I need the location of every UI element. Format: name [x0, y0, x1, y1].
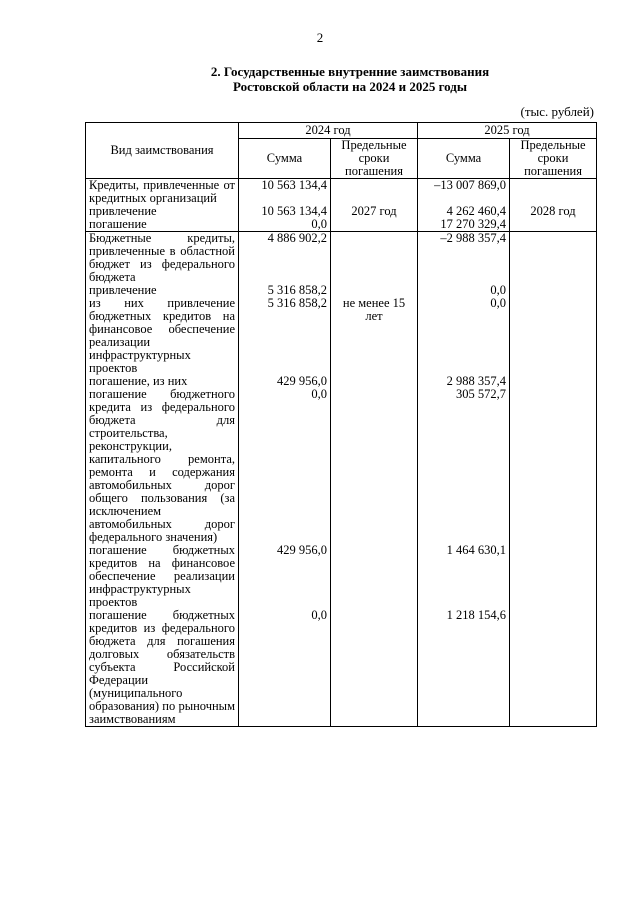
header-year-2025: 2025 год: [418, 123, 597, 139]
row-name: Бюджетные кредиты, привлеченные в областной бюджет из федерального бюджета: [86, 232, 239, 285]
term-2025-cell: [510, 609, 597, 727]
sum-2024-cell: 429 956,0: [239, 544, 331, 609]
header-sum-2025: Сумма: [418, 139, 510, 179]
sum-2024-cell: 4 886 902,2: [239, 232, 331, 285]
table-row: [86, 297, 597, 375]
sum-2025-cell: 305 572,7: [418, 388, 510, 544]
sum-2024-cell: 10 563 134,4: [239, 179, 331, 206]
term-2025-cell: [510, 232, 597, 285]
term-2025-cell: [510, 375, 597, 388]
term-2025-cell: [510, 297, 597, 375]
term-2025-cell: [510, 388, 597, 544]
term-2024-cell: не менее 15 лет: [331, 297, 418, 375]
sum-2025-cell: –2 988 357,4: [418, 232, 510, 285]
term-2024-cell: [331, 375, 418, 388]
header-sum-2024: Сумма: [239, 139, 331, 179]
term-2025-cell: [510, 179, 597, 206]
sum-2024-cell: 429 956,0: [239, 375, 331, 388]
table-row: [86, 205, 597, 218]
table-body: [86, 179, 597, 727]
header-kind: Вид заимствования: [86, 123, 239, 179]
table-row: [86, 544, 597, 609]
sum-2025-cell: 17 270 329,4: [418, 218, 510, 232]
row-name: из них привлечение бюджетных кредитов на финансовое обеспечение реализации инфраструктурных проектов: [86, 297, 239, 375]
term-2024-cell: [331, 218, 418, 232]
row-name: привлечение: [86, 284, 239, 297]
table-row: [86, 388, 597, 544]
term-2025-cell: [510, 218, 597, 232]
header-term-2025: Предельные сроки погашения: [510, 139, 597, 179]
table-row: [86, 232, 597, 285]
table-row: [86, 179, 597, 206]
sum-2025-cell: 2 988 357,4: [418, 375, 510, 388]
page-number: 2: [316, 30, 324, 45]
sum-2024-cell: 0,0: [239, 609, 331, 727]
title-line-2: Ростовской области на 2024 и 2025 годы: [232, 79, 468, 94]
sum-2025-cell: 0,0: [418, 297, 510, 375]
row-name: погашение бюджетных кредитов на финансовое обеспечение реализации инфраструктурных проектов: [86, 544, 239, 609]
term-2024-cell: [331, 609, 418, 727]
sum-2024-cell: 5 316 858,2: [239, 297, 331, 375]
sum-2024-cell: 0,0: [239, 218, 331, 232]
table-row: [86, 218, 597, 232]
sum-2025-cell: –13 007 869,0: [418, 179, 510, 206]
title-line-1: 2. Государственные внутренние заимствования: [210, 64, 490, 79]
section-title: [60, 64, 640, 94]
units-label: (тыс. рублей): [520, 104, 594, 119]
header-term-2024: Предельные сроки погашения: [331, 139, 418, 179]
term-2025-cell: [510, 284, 597, 297]
sum-2025-cell: 4 262 460,4: [418, 205, 510, 218]
sum-2025-cell: 0,0: [418, 284, 510, 297]
row-name: погашение бюджетного кредита из федерального бюджета для строительства, реконструкции, капитального ремонта, ремонта и содержания автомобильных дорог общего пользования (за исключением автомобильных дорог федерального значения): [86, 388, 239, 544]
row-name: Кредиты, привлеченные от кредитных организаций: [86, 179, 239, 206]
term-2024-cell: [331, 179, 418, 206]
header-year-2024: 2024 год: [239, 123, 418, 139]
sum-2024-cell: 5 316 858,2: [239, 284, 331, 297]
sum-2024-cell: 10 563 134,4: [239, 205, 331, 218]
borrowings-table: [85, 122, 597, 727]
sum-2025-cell: 1 218 154,6: [418, 609, 510, 727]
sum-2025-cell: 1 464 630,1: [418, 544, 510, 609]
term-2024-cell: [331, 388, 418, 544]
row-name: погашение, из них: [86, 375, 239, 388]
term-2024-cell: [331, 544, 418, 609]
row-name: привлечение: [86, 205, 239, 218]
term-2024-cell: [331, 232, 418, 285]
term-2025-cell: 2028 год: [510, 205, 597, 218]
row-name: погашение: [86, 218, 239, 232]
sum-2024-cell: 0,0: [239, 388, 331, 544]
term-2024-cell: 2027 год: [331, 205, 418, 218]
table-row: [86, 609, 597, 727]
term-2025-cell: [510, 544, 597, 609]
row-name: погашение бюджетных кредитов из федерального бюджета для погашения долговых обязательств субъекта Российской Федерации (муниципального образования) по рыночным заимствованиям: [86, 609, 239, 727]
